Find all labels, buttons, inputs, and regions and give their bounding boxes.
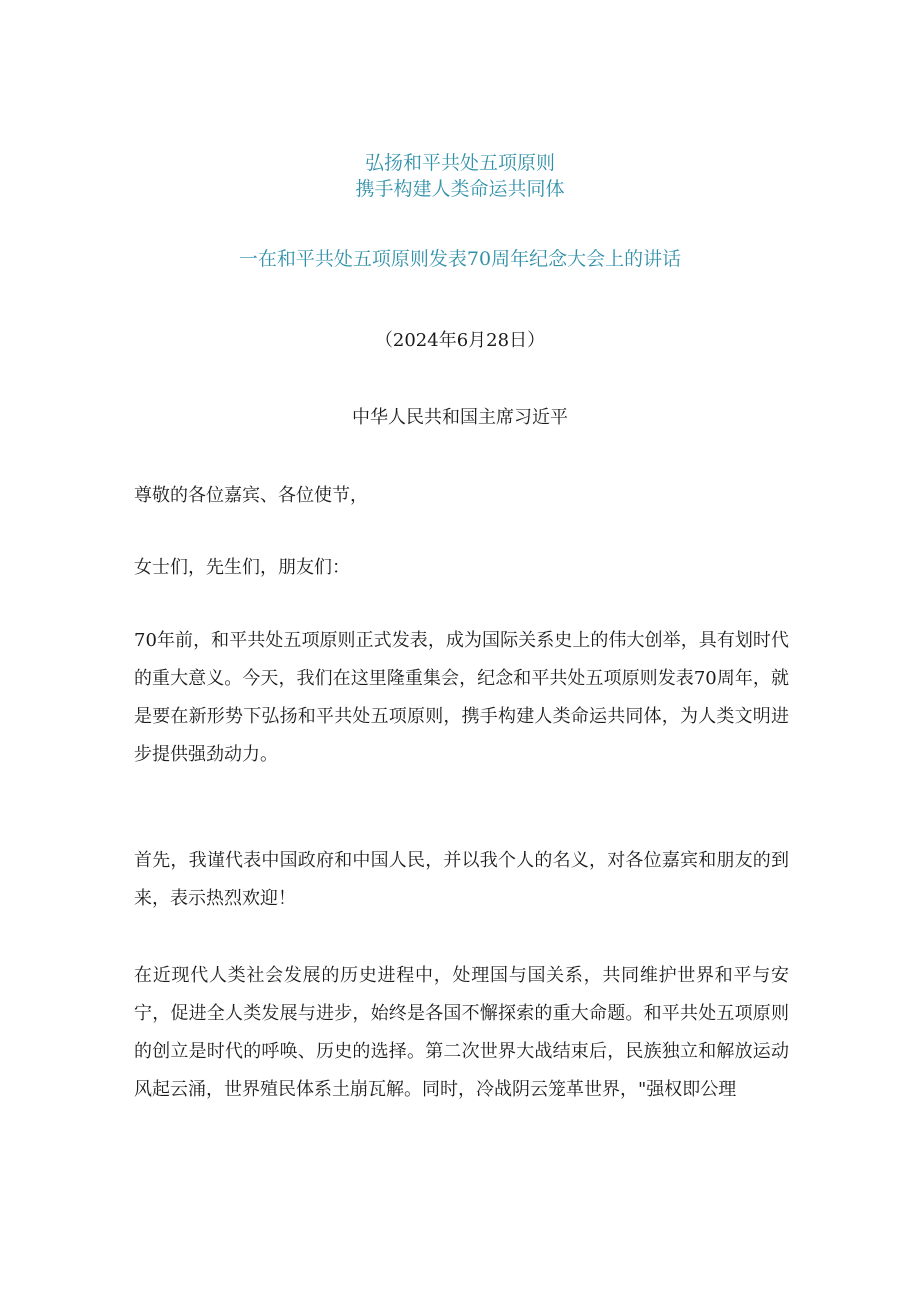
greeting-line-2: 女士们，先生们，朋友们：: [134, 557, 350, 578]
greeting-line-1: 尊敬的各位嘉宾、各位使节，: [134, 485, 368, 506]
body-paragraph-3: 在近现代人类社会发展的历史进程中，处理国与国关系，共同维护世界和平与安宁，促进全人类发展与进步，始终是各国不懈探索的重大命题。和平共处五项原则的创立是时代的呼唤、历史的选择。第二次世界大战结束后，民族独立和解放运动风起云涌，世界殖民体系土崩瓦解。同时，冷战阴云笼革世界，"强权即公理: [134, 965, 789, 1100]
document-subtitle: 一在和平共处五项原则发表70周年纪念大会上的讲话: [238, 248, 682, 270]
speech-author: 中华人民共和国主席习近平: [352, 407, 568, 428]
document-title-line1: 弘扬和平共处五项原则: [364, 152, 555, 174]
body-paragraph-2: 首先，我谨代表中国政府和中国人民，并以我个人的名义，对各位嘉宾和朋友的到来，表示热烈欢迎！: [134, 850, 789, 909]
document-title-line2: 携手构建人类命运共同体: [355, 178, 565, 200]
body-paragraph-1: 70年前，和平共处五项原则正式发表，成为国际关系史上的伟大创举，具有划时代的重大意义。今天，我们在这里隆重集会，纪念和平共处五项原则发表70周年，就是要在新形势下弘扬和平共处五项原则，携手构建人类命运共同体，为人类文明进步提供强劲动力。: [134, 630, 789, 765]
speech-date: （2024年6月28日）: [374, 330, 546, 351]
